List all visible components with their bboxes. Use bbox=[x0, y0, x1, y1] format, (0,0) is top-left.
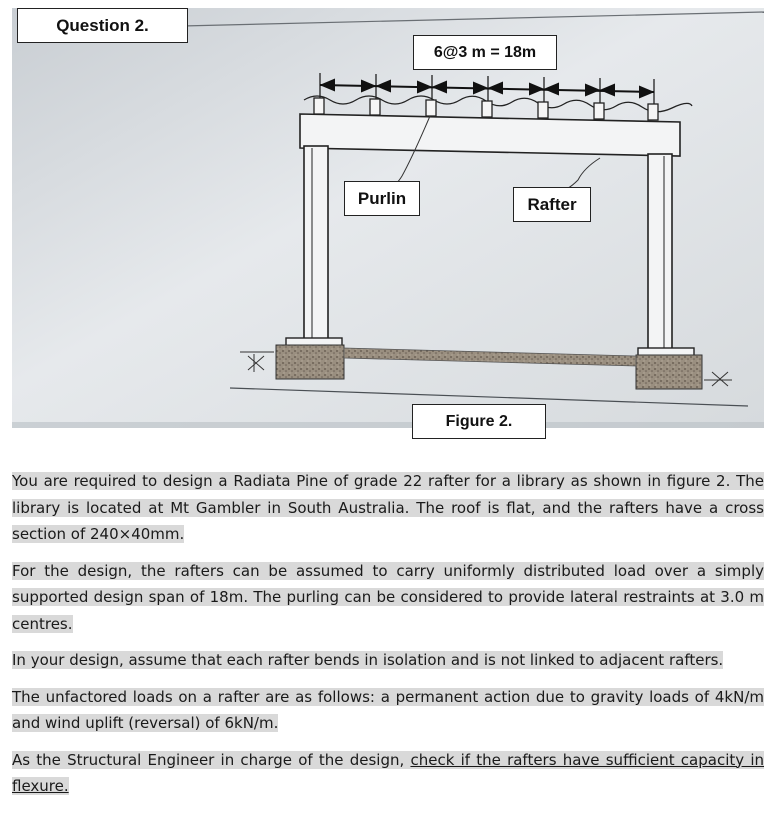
rafter-beam bbox=[300, 114, 680, 156]
rafter-label: Rafter bbox=[513, 187, 591, 222]
task-requirement: check if the rafters have sufficient capacity in flexure. bbox=[12, 750, 765, 795]
paragraph-5-text bbox=[12, 751, 764, 796]
paragraph-span-restraints bbox=[12, 558, 764, 638]
paragraph-4-text: The unfactored loads on a rafter are as follows: a permanent action due to gravity loads of 4kN/m and wind uplift (reversal) of 6kN/m. bbox=[12, 687, 764, 732]
paragraph-2-text: For the design, the rafters can be assumed to carry uniformly distributed load over a simply supported design span of 18m. The purling can be considered to provide lateral restraints at 3.0 m centres. bbox=[12, 561, 764, 633]
figure-photo bbox=[12, 8, 764, 428]
paragraph-design-brief bbox=[12, 468, 764, 548]
task-intro: As the Structural Engineer in charge of the design, bbox=[12, 750, 411, 769]
figure-caption: Figure 2. bbox=[412, 404, 546, 439]
paragraph-loads bbox=[12, 684, 764, 737]
right-footing bbox=[636, 355, 702, 389]
left-footing bbox=[276, 345, 344, 379]
paragraph-isolation bbox=[12, 647, 764, 674]
paragraph-3-text: In your design, assume that each rafter bends in isolation and is not linked to adjacent rafters. bbox=[12, 651, 724, 669]
paragraph-task bbox=[12, 747, 764, 800]
question-label: Question 2. bbox=[17, 8, 188, 43]
span-dimension-label: 6@3 m = 18m bbox=[413, 35, 557, 70]
purlin-label: Purlin bbox=[344, 181, 420, 216]
problem-statement bbox=[12, 468, 764, 810]
paragraph-1-text: You are required to design a Radiata Pine of grade 22 rafter for a library as shown in figure 2. The library is located at Mt Gambler in South Australia. The roof is flat, and the rafters have a cross section of 240×40mm. bbox=[12, 472, 764, 543]
